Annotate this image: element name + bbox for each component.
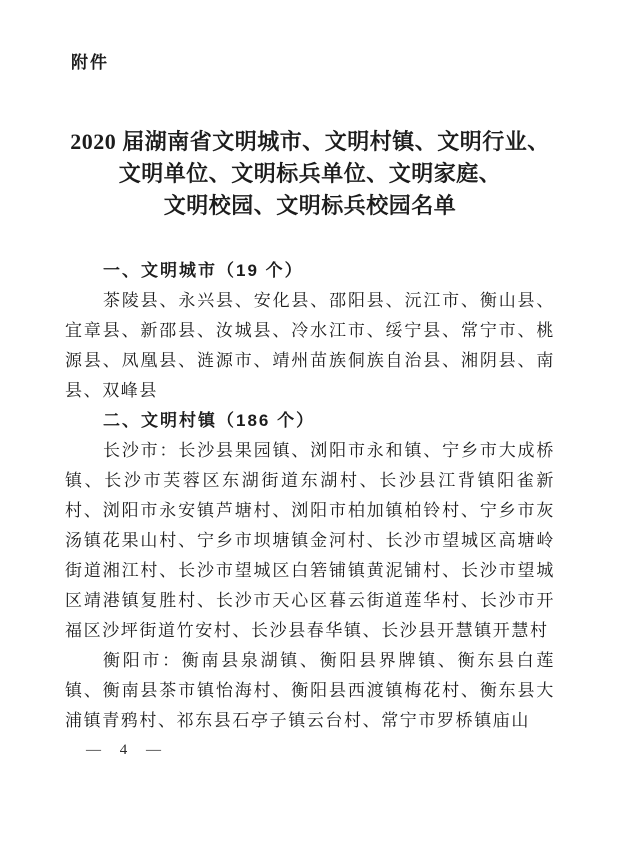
title-line-1: 2020 届湖南省文明城市、文明村镇、文明行业、 <box>70 129 550 154</box>
attachment-label: 附件 <box>71 53 109 72</box>
page-number: — 4 — <box>86 742 164 758</box>
paragraph-hengyang-villages-list: 衡阳市：衡南县泉湖镇、衡阳县界牌镇、衡东县白莲镇、衡南县茶市镇怡海村、衡阳县西渡镇梅花村、衡东县大浦镇青鸦村、祁东县石亭子镇云台村、常宁市罗桥镇庙山 <box>65 651 555 730</box>
section-heading-civilized-cities: 一、文明城市（19 个） <box>103 261 304 280</box>
document-body <box>65 256 555 736</box>
title-line-3: 文明校园、文明标兵校园名单 <box>163 193 457 218</box>
document-title <box>50 126 570 222</box>
paragraph-changsha-villages-list: 长沙市：长沙县果园镇、浏阳市永和镇、宁乡市大成桥镇、长沙市芙蓉区东湖街道东湖村、长沙县江背镇阳雀新村、浏阳市永安镇芦塘村、浏阳市柏加镇柏铃村、宁乡市灰汤镇花果山村、宁乡市坝塘镇金河村、长沙市望城区高塘岭街道湘江村、长沙市望城区白箬铺镇黄泥铺村、长沙市望城区靖港镇复胜村、长沙市天心区暮云街道莲华村、长沙市开福区沙坪街道竹安村、长沙县春华镇、长沙县开慧镇开慧村 <box>65 441 555 640</box>
paragraph-civilized-cities-list: 茶陵县、永兴县、安化县、邵阳县、沅江市、衡山县、宜章县、新邵县、汝城县、冷水江市、绥宁县、常宁市、桃源县、凤凰县、涟源市、靖州苗族侗族自治县、湘阴县、南县、双峰县 <box>65 291 555 400</box>
title-line-2: 文明单位、文明标兵单位、文明家庭、 <box>118 161 502 186</box>
section-heading-civilized-villages: 二、文明村镇（186 个） <box>103 411 316 430</box>
